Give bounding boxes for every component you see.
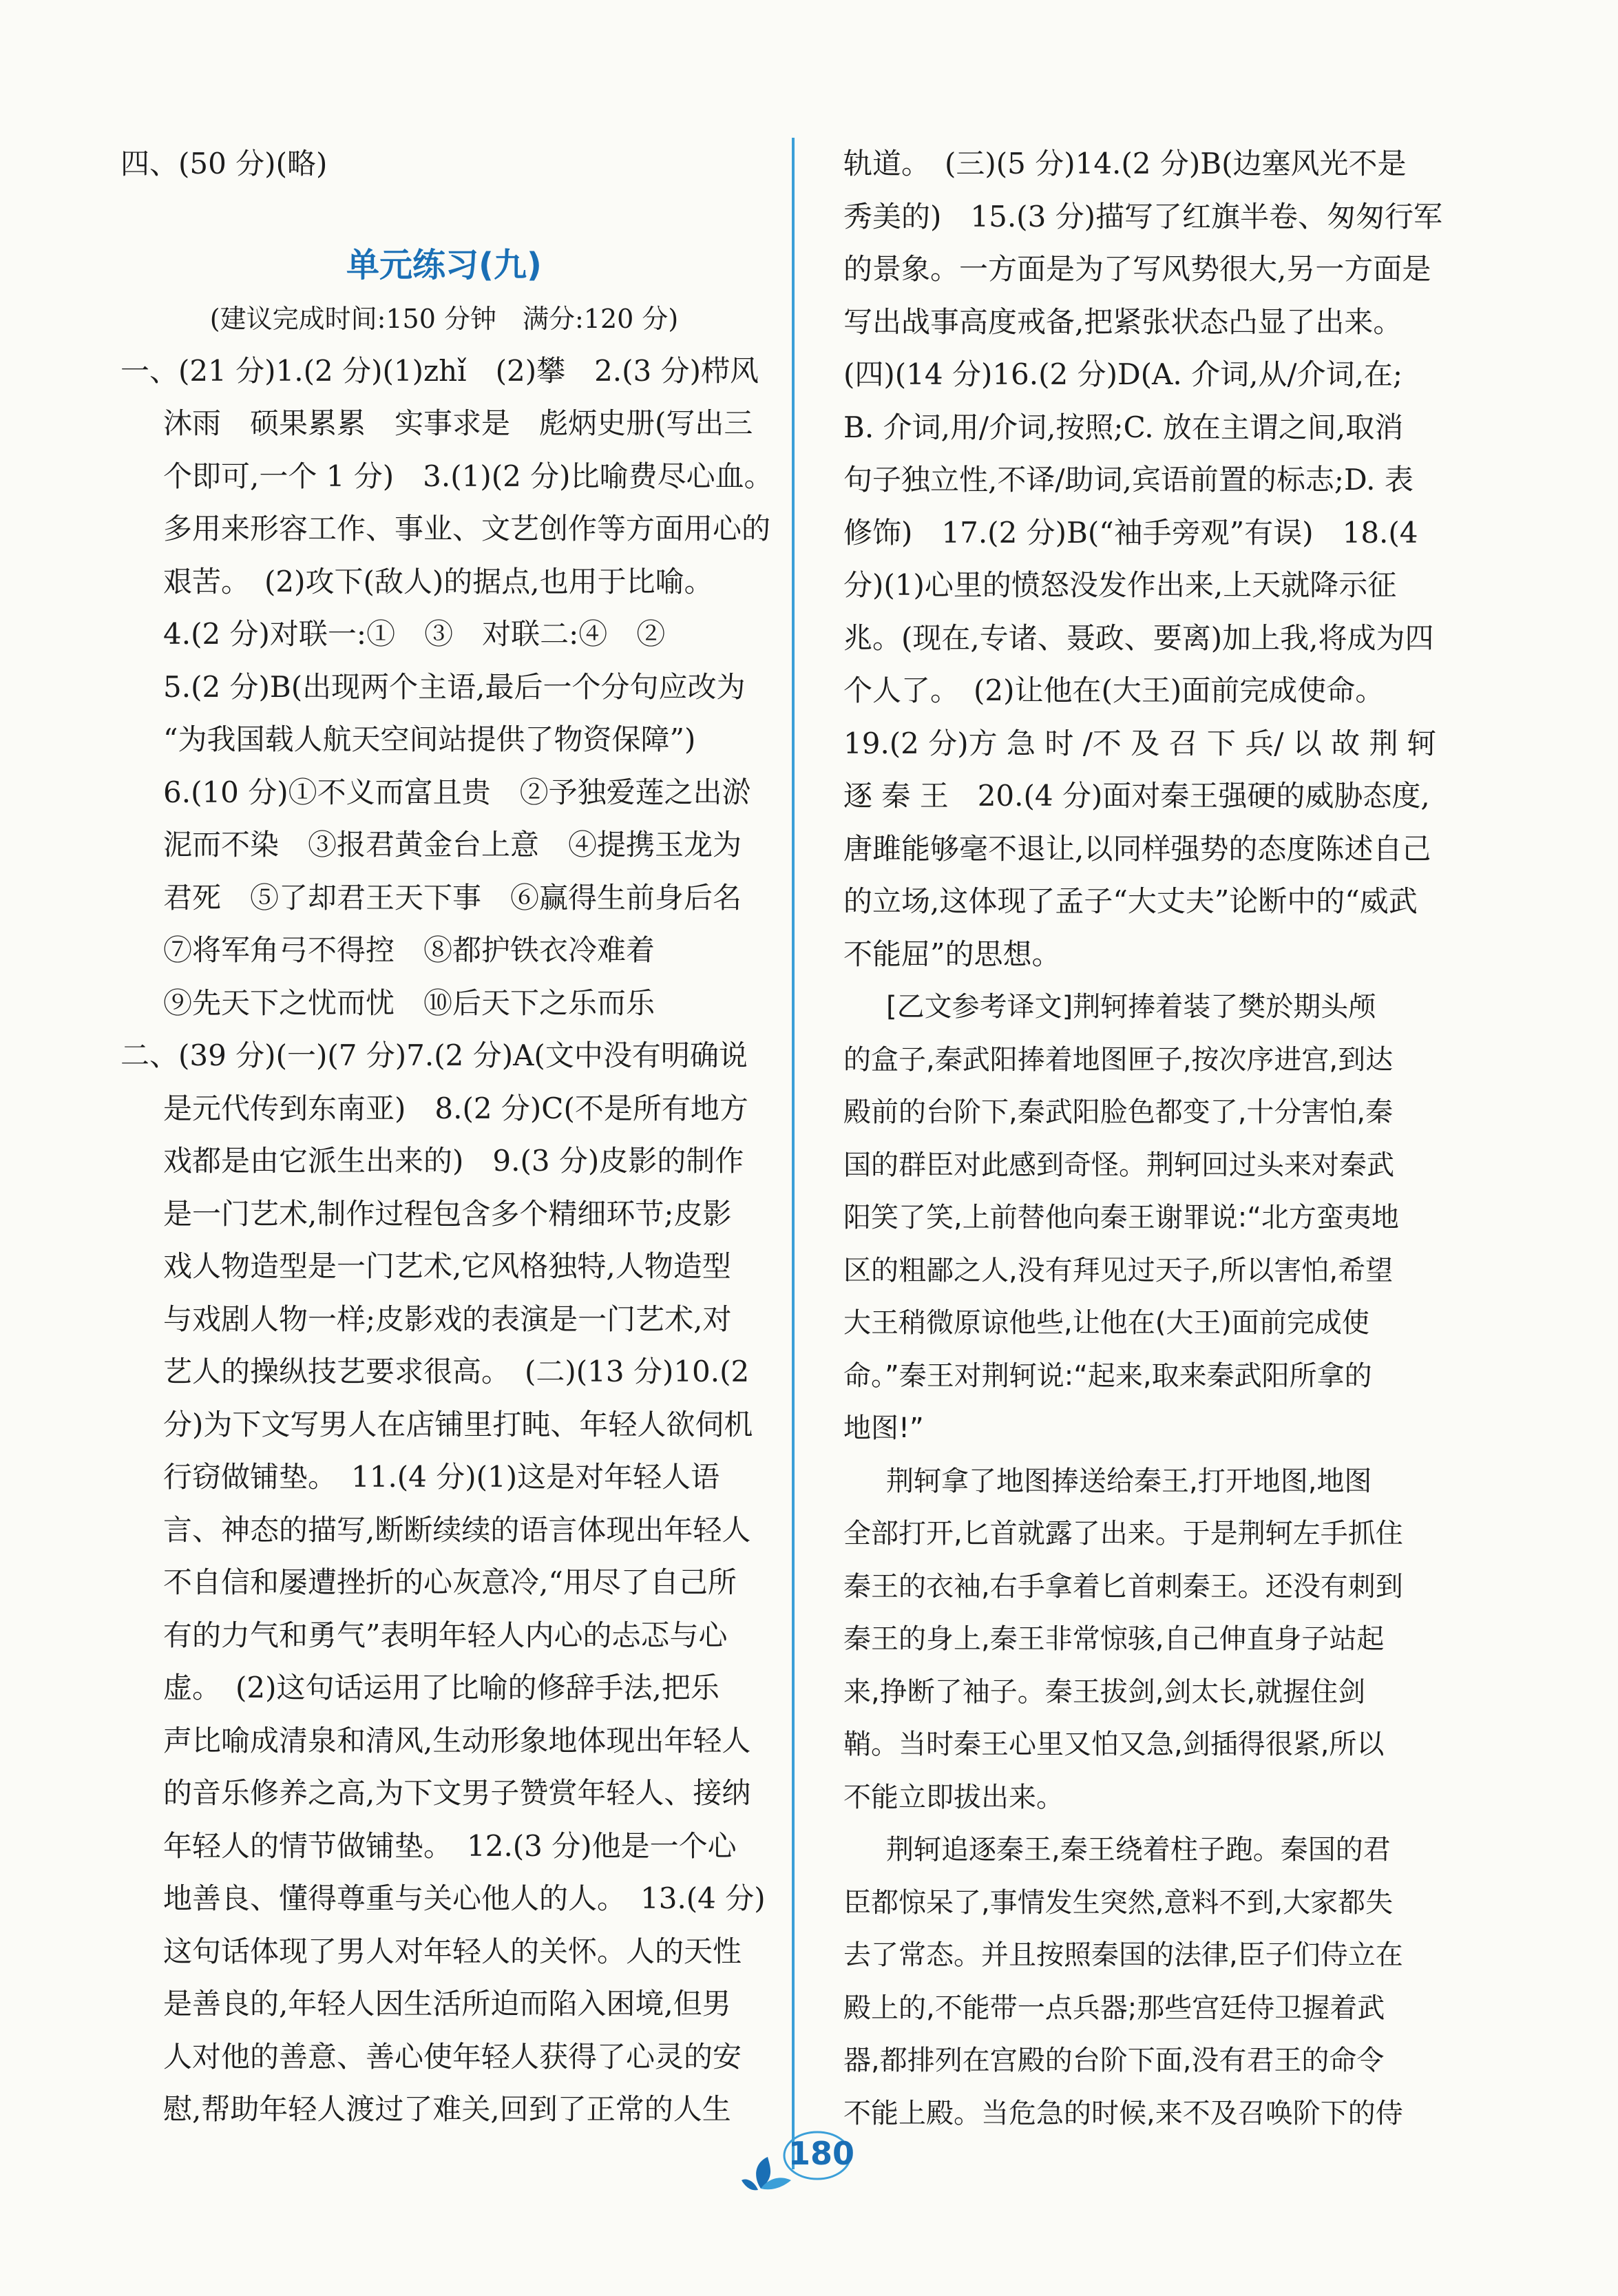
text-line: 艰苦。 (2)攻下(敌人)的据点,也用于比喻。	[163, 564, 713, 598]
page-number-badge	[740, 2121, 878, 2197]
text-line: 言、神态的描写,断断续续的语言体现出年轻人	[163, 1512, 751, 1547]
text-line: 有的力气和勇气”表明年轻人内心的忐忑与心	[163, 1618, 728, 1652]
text-line: 全部打开,匕首就露了出来。于是荆轲左手抓住	[843, 1518, 1403, 1549]
text-line: 是一门艺术,制作过程包含多个精细环节;皮影	[163, 1196, 732, 1231]
text-line: 行窃做铺垫。 11.(4 分)(1)这是对年轻人语	[163, 1460, 720, 1494]
text-line: 不能上殿。当危急的时候,来不及召唤阶下的侍	[843, 2097, 1403, 2129]
text-line: 殿前的台阶下,秦武阳脸色都变了,十分害怕,秦	[843, 1096, 1394, 1128]
column-divider	[792, 138, 795, 2169]
text-line: 殿上的,不能带一点兵器;那些宫廷侍卫握着武	[843, 1992, 1385, 2024]
text-line: 句子独立性,不译/助词,宾语前置的标志;D. 表	[843, 463, 1414, 497]
text-line: 声比喻成清泉和清风,生动形象地体现出年轻人	[163, 1723, 751, 1757]
left-answer-lines	[120, 345, 773, 2136]
text-line: 多用来形容工作、事业、文艺创作等方面用心的	[163, 512, 771, 545]
translation-block	[843, 981, 1449, 2140]
text-line: 地图!”	[843, 1412, 924, 1444]
text-line: 个人了。 (2)让他在(大王)面前完成使命。	[843, 674, 1385, 707]
text-line: 泥而不染 ③报君黄金台上意 ④提携玉龙为	[163, 828, 742, 862]
text-line: 慰,帮助年轻人渡过了难关,回到了正常的人生	[163, 2092, 731, 2126]
text-line: 写出战事高度戒备,把紧张状态凸显了出来。	[843, 304, 1402, 339]
text-line: 6.(10 分)①不义而富且贵 ②予独爱莲之出淤	[163, 775, 751, 809]
text-line: 的景象。一方面是为了写风势很大,另一方面是	[843, 252, 1431, 286]
section-four-answer: 四、(50 分)(略)	[120, 147, 328, 180]
right-answer-lines	[843, 138, 1449, 981]
unit-exercise-title: 单元练习(九)	[346, 245, 542, 284]
text-line: 兆。(现在,专诸、聂政、要离)加上我,将成为四	[843, 620, 1434, 655]
text-line: 区的粗鄙之人,没有拜见过天子,所以害怕,希望	[843, 1254, 1394, 1286]
text-line: 艺人的操纵技艺要求很高。 (二)(13 分)10.(2	[163, 1355, 750, 1388]
text-line: 唐雎能够毫不退让,以同样强势的态度陈述自己	[843, 831, 1431, 866]
text-line: 秦王的衣袖,右手拿着匕首刺秦王。还没有刺到	[843, 1570, 1403, 1603]
right-column	[843, 138, 1449, 2140]
text-line: 不能立即拔出来。	[843, 1781, 1064, 1813]
text-line: 地善良、懂得尊重与关心他人的人。 13.(4 分)	[163, 1881, 766, 1915]
text-line: 这句话体现了男人对年轻人的关怀。人的天性	[163, 1934, 742, 1968]
text-line: 4.(2 分)对联一:① ③ 对联二:④ ②	[163, 617, 666, 651]
text-line: 戏都是由它派生出来的) 9.(3 分)皮影的制作	[163, 1144, 744, 1178]
text-line: 鞘。当时秦王心里又怕又急,剑插得很紧,所以	[843, 1729, 1385, 1760]
text-line: 的立场,这体现了孟子“大丈夫”论断中的“威武	[843, 884, 1418, 918]
text-line: 阳笑了笑,上前替他向秦王谢罪说:“北方蛮夷地	[843, 1202, 1399, 1233]
text-line: 19.(2 分)方 急 时 /不 及 召 下 兵/ 以 故 荆 轲	[843, 726, 1436, 760]
text-line: 不能屈”的思想。	[843, 937, 1061, 971]
text-line: 二、(39 分)(一)(7 分)7.(2 分)A(文中没有明确说	[120, 1039, 748, 1072]
text-line: 国的群臣对此感到奇怪。荆轲回过头来对秦武	[843, 1149, 1394, 1181]
text-line: ⑨先天下之忧而忧 ⑩后天下之乐而乐	[163, 985, 655, 1020]
text-line: 分)(1)心里的愤怒没发作出来,上天就降示征	[843, 568, 1397, 602]
text-line: 年轻人的情节做铺垫。 12.(3 分)他是一个心	[163, 1828, 737, 1863]
text-line: B. 介词,用/介词,按照;C. 放在主谓之间,取消	[843, 410, 1404, 444]
text-line: 秦王的身上,秦王非常惊骇,自己伸直身子站起	[843, 1623, 1385, 1655]
text-line: 是善良的,年轻人因生活所迫而陷入困境,但男	[163, 1987, 731, 2021]
text-line: 人对他的善意、善心使年轻人获得了心灵的安	[163, 2039, 742, 2074]
exercise-time-note: (建议完成时间:150 分钟 满分:120 分)	[209, 303, 679, 334]
text-line: 的盒子,秦武阳捧着地图匣子,按次序进宫,到达	[843, 1043, 1394, 1076]
text-line: 与戏剧人物一样;皮影戏的表演是一门艺术,对	[163, 1302, 732, 1336]
text-line: 器,都排列在宫殿的台阶下面,没有君王的命令	[843, 2045, 1385, 2076]
text-line: 命。”秦王对荆轲说:“起来,取来秦武阳所拿的	[843, 1359, 1372, 1392]
text-line: 秀美的) 15.(3 分)描写了红旗半卷、匆匆行军	[843, 199, 1443, 233]
text-line: 荆轲拿了地图捧送给秦王,打开地图,地图	[886, 1465, 1372, 1497]
text-line: 虚。 (2)这句话运用了比喻的修辞手法,把乐	[163, 1671, 719, 1704]
text-line: 大王稍微原谅他些,让他在(大王)面前完成使	[843, 1307, 1369, 1339]
text-line: 不自信和屡遭挫折的心灰意冷,“用尽了自己所	[163, 1565, 737, 1599]
left-column	[120, 138, 773, 2136]
text-line: 去了常态。并且按照秦国的法律,臣子们侍立在	[843, 1939, 1403, 1971]
text-line: 分)为下文写男人在店铺里打盹、年轻人欲伺机	[163, 1407, 753, 1441]
text-line: 是元代传到东南亚) 8.(2 分)C(不是所有地方	[163, 1091, 748, 1125]
text-line: 来,挣断了袖子。秦王拔剑,剑太长,就握住剑	[843, 1676, 1366, 1708]
text-line: 修饰) 17.(2 分)B(“袖手旁观”有误) 18.(4	[843, 515, 1418, 550]
text-line: 轨道。 (三)(5 分)14.(2 分)B(边塞风光不是	[843, 147, 1407, 180]
text-line: 个即可,一个 1 分) 3.(1)(2 分)比喻费尽心血。	[163, 459, 773, 493]
text-line: “为我国载人航天空间站提供了物资保障”)	[163, 722, 696, 756]
text-line: 沐雨 硕果累累 实事求是 彪炳史册(写出三	[163, 406, 753, 440]
text-line: 君死 ⑤了却君王天下事 ⑥赢得生前身后名	[163, 880, 742, 915]
text-line: 臣都惊呆了,事情发生突然,意料不到,大家都失	[843, 1886, 1394, 1919]
page-number: 180	[788, 2135, 855, 2172]
text-line: 一、(21 分)1.(2 分)(1)zhǐ (2)攀 2.(3 分)栉风	[120, 353, 759, 388]
text-line: 戏人物造型是一门艺术,它风格独特,人物造型	[163, 1249, 731, 1283]
text-line: 荆轲追逐秦王,秦王绕着柱子跑。秦国的君	[886, 1834, 1391, 1866]
text-line: [乙文参考译文]荆轲捧着装了樊於期头颅	[886, 991, 1376, 1023]
text-line: 5.(2 分)B(出现两个主语,最后一个分句应改为	[163, 669, 746, 704]
text-line: 的音乐修养之高,为下文男子赞赏年轻人、接纳	[163, 1776, 751, 1810]
text-line: 逐 秦 王 20.(4 分)面对秦王强硬的威胁态度,	[843, 779, 1430, 813]
text-line: (四)(14 分)16.(2 分)D(A. 介词,从/介词,在;	[843, 357, 1403, 391]
text-line: ⑦将军角弓不得控 ⑧都护铁衣冷难着	[163, 933, 655, 967]
